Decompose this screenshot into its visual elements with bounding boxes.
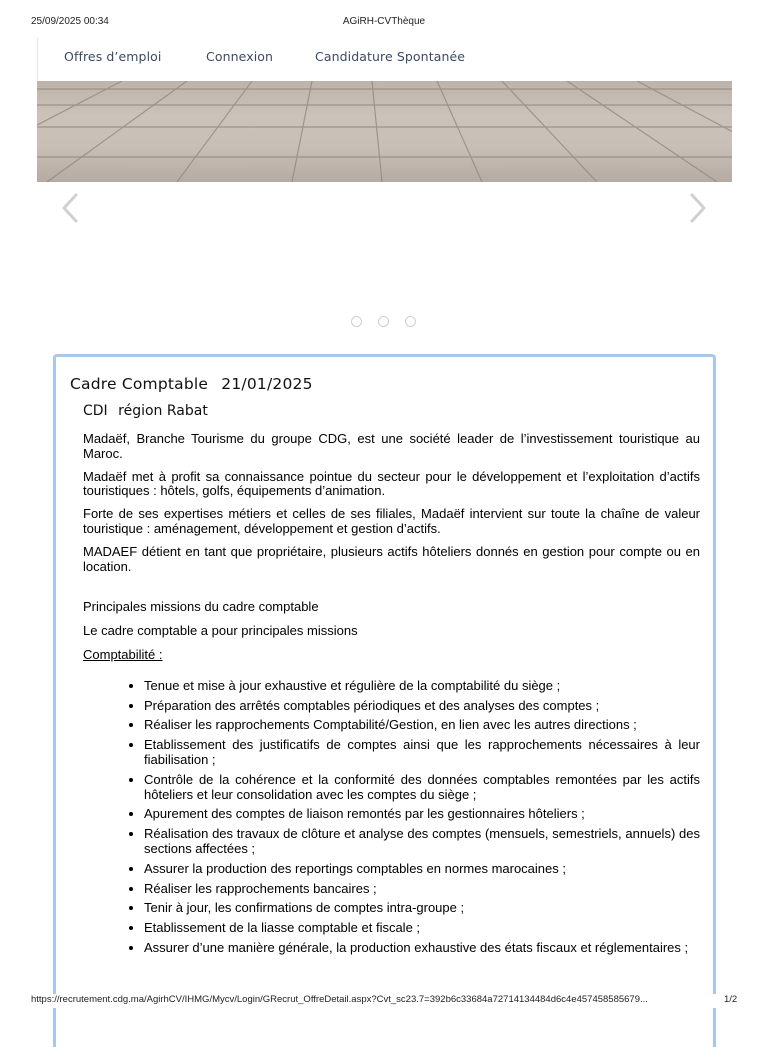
tiled-floor-graphic bbox=[37, 81, 732, 182]
missions-heading: Principales missions du cadre comptable bbox=[83, 599, 319, 615]
page-url: https://recrutement.cdg.ma/AgirhCV/IHMG/Mycv/Login/GRecrut_OffreDetail.aspx?Cvt_sc23.7=392b6c33684a72714134484d6c4e457458585679... bbox=[31, 994, 648, 1005]
task-item: • Apurement des comptes de liaison remontés par les gestionnaires hôteliers ; bbox=[144, 807, 700, 822]
task-item: • Réalisation des travaux de clôture et analyse des comptes (mensuels, semestriels, annuels) des sections affectées ; bbox=[144, 827, 700, 857]
task-list bbox=[83, 679, 700, 956]
missions-intro: Le cadre comptable a pour principales missions bbox=[83, 623, 358, 639]
page-number: 1/2 bbox=[724, 994, 738, 1005]
carousel-dot[interactable] bbox=[351, 316, 362, 327]
chevron-left-icon bbox=[58, 190, 82, 226]
task-item: • Etablissement de la liasse comptable et fiscale ; bbox=[144, 921, 700, 936]
task-item: • Tenir à jour, les confirmations de comptes intra-groupe ; bbox=[144, 901, 700, 916]
task-item: • Réaliser les rapprochements bancaires ; bbox=[144, 882, 700, 897]
banner-image bbox=[37, 81, 732, 182]
task-item: • Réaliser les rapprochements Comptabilité/Gestion, en lien avec les autres directions ; bbox=[144, 718, 700, 733]
carousel-dot[interactable] bbox=[378, 316, 389, 327]
job-description bbox=[83, 432, 700, 961]
carousel-next-button[interactable] bbox=[686, 190, 710, 226]
job-location: région Rabat bbox=[118, 403, 208, 419]
task-item: • Tenue et mise à jour exhaustive et régulière de la comptabilité du siège ; bbox=[144, 679, 700, 694]
print-title: AGiRH-CVThèque bbox=[342, 16, 426, 27]
task-item: • Etablissement des justificatifs de comptes ainsi que les rapprochements nécessaires à leur fiabilisation ; bbox=[144, 738, 700, 768]
intro-paragraph: Forte de ses expertises métiers et celles de ses filiales, Madaëf intervient sur toute la chaîne de valeur touristique : aménagement, développement et gestion d’actifs. bbox=[83, 506, 700, 536]
top-navigation bbox=[37, 38, 733, 80]
nav-link-candidature[interactable]: Candidature Spontanée bbox=[315, 49, 466, 64]
intro-paragraph: MADAEF détient en tant que propriétaire, plusieurs actifs hôteliers donnés en gestion pour compte ou en location. bbox=[83, 543, 700, 574]
print-header bbox=[0, 16, 768, 30]
intro-paragraph: Madaëf met à profit sa connaissance pointue du secteur pour le développement et l’exploitation d’actifs touristiques : hôtels, golfs, équipements d’animation. bbox=[83, 468, 700, 499]
job-title-line bbox=[70, 375, 313, 393]
task-item: • Assurer d’une manière générale, la production exhaustive des états fiscaux et réglementaires ; bbox=[144, 941, 700, 956]
task-item: • Préparation des arrêtés comptables périodiques et des analyses des comptes ; bbox=[144, 699, 700, 714]
section-label: Comptabilité : bbox=[83, 646, 163, 662]
chevron-right-icon bbox=[686, 190, 710, 226]
nav-link-connexion[interactable]: Connexion bbox=[206, 49, 274, 64]
print-footer bbox=[0, 994, 768, 1008]
job-meta bbox=[83, 403, 208, 419]
contract-type: CDI bbox=[83, 403, 108, 419]
nav-link-offres[interactable]: Offres d’emploi bbox=[64, 49, 162, 64]
intro-paragraph: Madaëf, Branche Tourisme du groupe CDG, est une société leader de l’investissement touristique au Maroc. bbox=[83, 431, 700, 461]
task-item: • Contrôle de la cohérence et la conformité des données comptables remontées par les actifs hôteliers et leur consolidation avec les comptes du siège ; bbox=[144, 773, 700, 803]
carousel-prev-button[interactable] bbox=[58, 190, 82, 226]
carousel-dot[interactable] bbox=[405, 316, 416, 327]
job-date: 21/01/2025 bbox=[221, 375, 313, 393]
job-title: Cadre Comptable bbox=[70, 375, 209, 393]
job-offer-card bbox=[53, 354, 716, 1047]
task-item: • Assurer la production des reportings comptables en normes marocaines ; bbox=[144, 862, 700, 877]
print-date: 25/09/2025 00:34 bbox=[31, 16, 109, 27]
